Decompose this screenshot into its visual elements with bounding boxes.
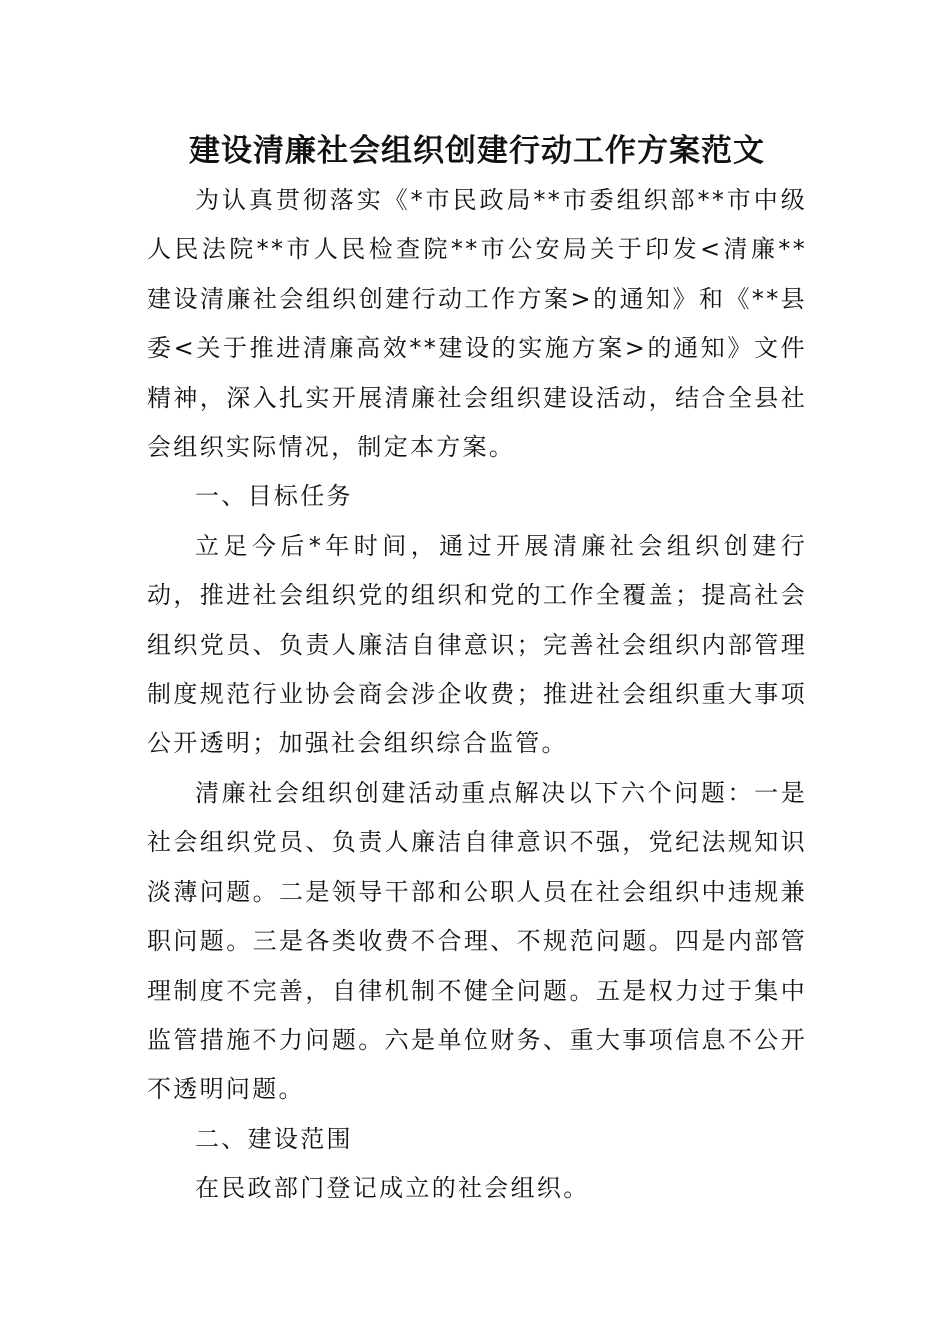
intro-paragraph: 为认真贯彻落实《*市民政局**市委组织部**市中级人民法院**市人民检查院**市公安局关于印发<清廉**建设清廉社会组织创建行动工作方案>的通知》和《**县委<关于推进清廉高效**建设的实施方案>的通知》文件精神，深入扎实开展清廉社会组织建设活动，结合全县社会组织实际情况，制定本方案。 — [147, 186, 807, 462]
scope-paragraph: 在民政部门登记成立的社会组织。 — [195, 1174, 590, 1203]
section-heading-scope: 二、建设范围 — [195, 1124, 353, 1153]
document-title: 建设清廉社会组织创建行动工作方案范文 — [189, 133, 765, 169]
problems-paragraph: 清廉社会组织创建活动重点解决以下六个问题：一是社会组织党员、负责人廉洁自律意识不强，党纪法规知识淡薄问题。二是领导干部和公职人员在社会组织中违规兼职问题。三是各类收费不合理、不规范问题。四是内部管理制度不完善，自律机制不健全问题。五是权力过于集中监管措施不力问题。六是单位财务、重大事项信息不公开不透明问题。 — [147, 778, 807, 1104]
document-body — [147, 128, 807, 1214]
section-heading-goals: 一、目标任务 — [195, 482, 353, 511]
goals-paragraph: 立足今后*年时间，通过开展清廉社会组织创建行动，推进社会组织党的组织和党的工作全覆盖；提高社会组织党员、负责人廉洁自律意识；完善社会组织内部管理制度规范行业协会商会涉企收费；推进社会组织重大事项公开透明；加强社会组织综合监管。 — [147, 531, 807, 758]
